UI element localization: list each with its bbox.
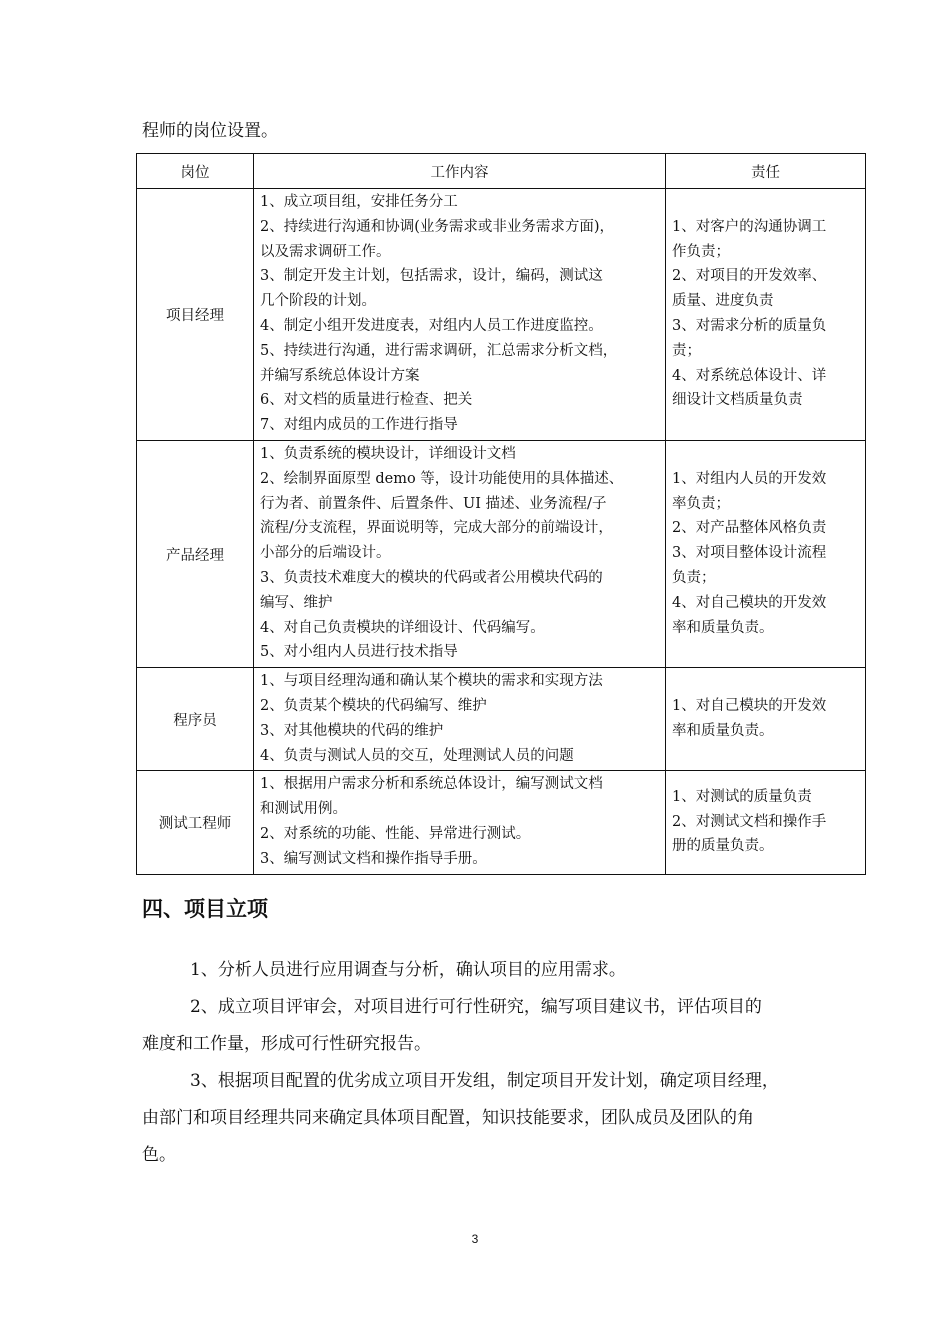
responsibility-line: 率和质量负责。 xyxy=(672,619,774,636)
paragraph-2 xyxy=(142,989,842,1063)
paragraph-line: 3、根据项目配置的优劣成立项目开发组，制定项目开发计划，确定项目经理， xyxy=(190,1071,779,1091)
responsibility-line: 负责； xyxy=(672,569,716,586)
table-header-row xyxy=(137,154,866,189)
work-line: 6、对文档的质量进行检查、把关 xyxy=(260,392,473,409)
work-line: 2、对系统的功能、性能、异常进行测试。 xyxy=(260,825,531,842)
position-cell: 测试工程师 xyxy=(137,771,254,874)
responsibility-line: 1、对自己模块的开发效 xyxy=(672,697,827,714)
work-line: 4、负责与测试人员的交互，处理测试人员的问题 xyxy=(260,747,574,764)
responsibility-line: 率和质量负责。 xyxy=(672,722,774,739)
responsibility-line: 2、对项目的开发效率、 xyxy=(672,268,827,285)
responsibility-line: 2、对测试文档和操作手 xyxy=(672,813,827,830)
work-cell xyxy=(254,668,666,771)
responsibility-line: 册的质量负责。 xyxy=(672,838,774,855)
responsibility-line: 率负责； xyxy=(672,495,730,512)
work-line: 3、编写测试文档和操作指导手册。 xyxy=(260,850,487,867)
section-heading: 四、项目立项 xyxy=(142,897,268,921)
work-line: 几个阶段的计划。 xyxy=(260,293,376,310)
work-cell xyxy=(254,771,666,874)
responsibility-cell xyxy=(666,440,866,667)
responsibility-line: 1、对组内人员的开发效 xyxy=(672,470,827,487)
paragraph-line: 由部门和项目经理共同来确定具体项目配置，知识技能要求，团队成员及团队的角 xyxy=(142,1108,754,1128)
work-line: 5、持续进行沟通，进行需求调研，汇总需求分析文档， xyxy=(260,342,618,359)
position-cell: 项目经理 xyxy=(137,189,254,441)
responsibility-line: 1、对客户的沟通协调工 xyxy=(672,218,827,235)
header-position: 岗位 xyxy=(137,154,254,189)
table-row xyxy=(137,771,866,874)
work-line: 3、负责技术难度大的模块的代码或者公用模块代码的 xyxy=(260,569,603,586)
position-cell: 产品经理 xyxy=(137,440,254,667)
paragraph-line: 1、分析人员进行应用调查与分析，确认项目的应用需求。 xyxy=(190,960,626,980)
work-line: 1、与项目经理沟通和确认某个模块的需求和实现方法 xyxy=(260,673,603,690)
work-line: 以及需求调研工作。 xyxy=(260,243,391,260)
intro-text: 程师的岗位设置。 xyxy=(142,121,278,141)
work-line: 3、对其他模块的代码的维护 xyxy=(260,722,444,739)
work-line: 流程/分支流程，界面说明等，完成大部分的前端设计， xyxy=(260,520,613,537)
work-line: 1、成立项目组，安排任务分工 xyxy=(260,194,458,210)
work-line: 小部分的后端设计。 xyxy=(260,545,391,562)
work-cell xyxy=(254,440,666,667)
work-line: 编写、维护 xyxy=(260,594,333,611)
paragraph-line: 难度和工作量，形成可行性研究报告。 xyxy=(142,1034,431,1054)
responsibility-line: 4、对自己模块的开发效 xyxy=(672,594,827,611)
work-line: 5、对小组内人员进行技术指导 xyxy=(260,644,458,661)
responsibility-line: 质量、进度负责 xyxy=(672,293,774,310)
responsibility-line: 1、对测试的质量负责 xyxy=(672,788,812,805)
table-row xyxy=(137,668,866,771)
work-line: 2、持续进行沟通和协调(业务需求或非业务需求方面)， xyxy=(260,218,615,235)
responsibility-line: 责； xyxy=(672,342,701,359)
responsibility-line: 作负责； xyxy=(672,243,730,260)
responsibility-line: 2、对产品整体风格负责 xyxy=(672,520,827,537)
table-row xyxy=(137,189,866,441)
responsibility-line: 3、对需求分析的质量负 xyxy=(672,317,827,334)
work-line: 4、对自己负责模块的详细设计、代码编写。 xyxy=(260,619,545,636)
work-cell xyxy=(254,189,666,441)
page-number: 3 xyxy=(471,1232,479,1246)
work-line: 1、根据用户需求分析和系统总体设计，编写测试文档 xyxy=(260,776,603,793)
table-row xyxy=(137,440,866,667)
work-line: 3、制定开发主计划，包括需求，设计，编码，测试这 xyxy=(260,268,603,285)
responsibility-line: 3、对项目整体设计流程 xyxy=(672,545,827,562)
work-line: 2、绘制界面原型 demo 等，设计功能使用的具体描述、 xyxy=(260,470,624,487)
paragraph-1 xyxy=(142,952,842,989)
position-cell: 程序员 xyxy=(137,668,254,771)
responsibility-cell xyxy=(666,771,866,874)
work-line: 并编写系统总体设计方案 xyxy=(260,367,420,384)
work-line: 4、制定小组开发进度表，对组内人员工作进度监控。 xyxy=(260,317,603,334)
responsibility-line: 4、对系统总体设计、详 xyxy=(672,367,827,384)
work-line: 2、负责某个模块的代码编写、维护 xyxy=(260,697,487,714)
paragraph-line: 色。 xyxy=(142,1145,176,1165)
work-line: 和测试用例。 xyxy=(260,801,347,818)
header-responsibility: 责任 xyxy=(666,154,866,189)
responsibility-cell xyxy=(666,668,866,771)
paragraph-3 xyxy=(142,1063,842,1174)
roles-table xyxy=(136,153,866,875)
responsibility-cell xyxy=(666,189,866,441)
header-work: 工作内容 xyxy=(254,154,666,189)
work-line: 行为者、前置条件、后置条件、UI 描述、业务流程/子 xyxy=(260,495,607,512)
paragraph-line: 2、成立项目评审会，对项目进行可行性研究，编写项目建议书，评估项目的 xyxy=(190,997,762,1017)
work-line: 1、负责系统的模块设计，详细设计文档 xyxy=(260,445,516,462)
work-line: 7、对组内成员的工作进行指导 xyxy=(260,417,458,434)
responsibility-line: 细设计文档质量负责 xyxy=(672,392,803,409)
